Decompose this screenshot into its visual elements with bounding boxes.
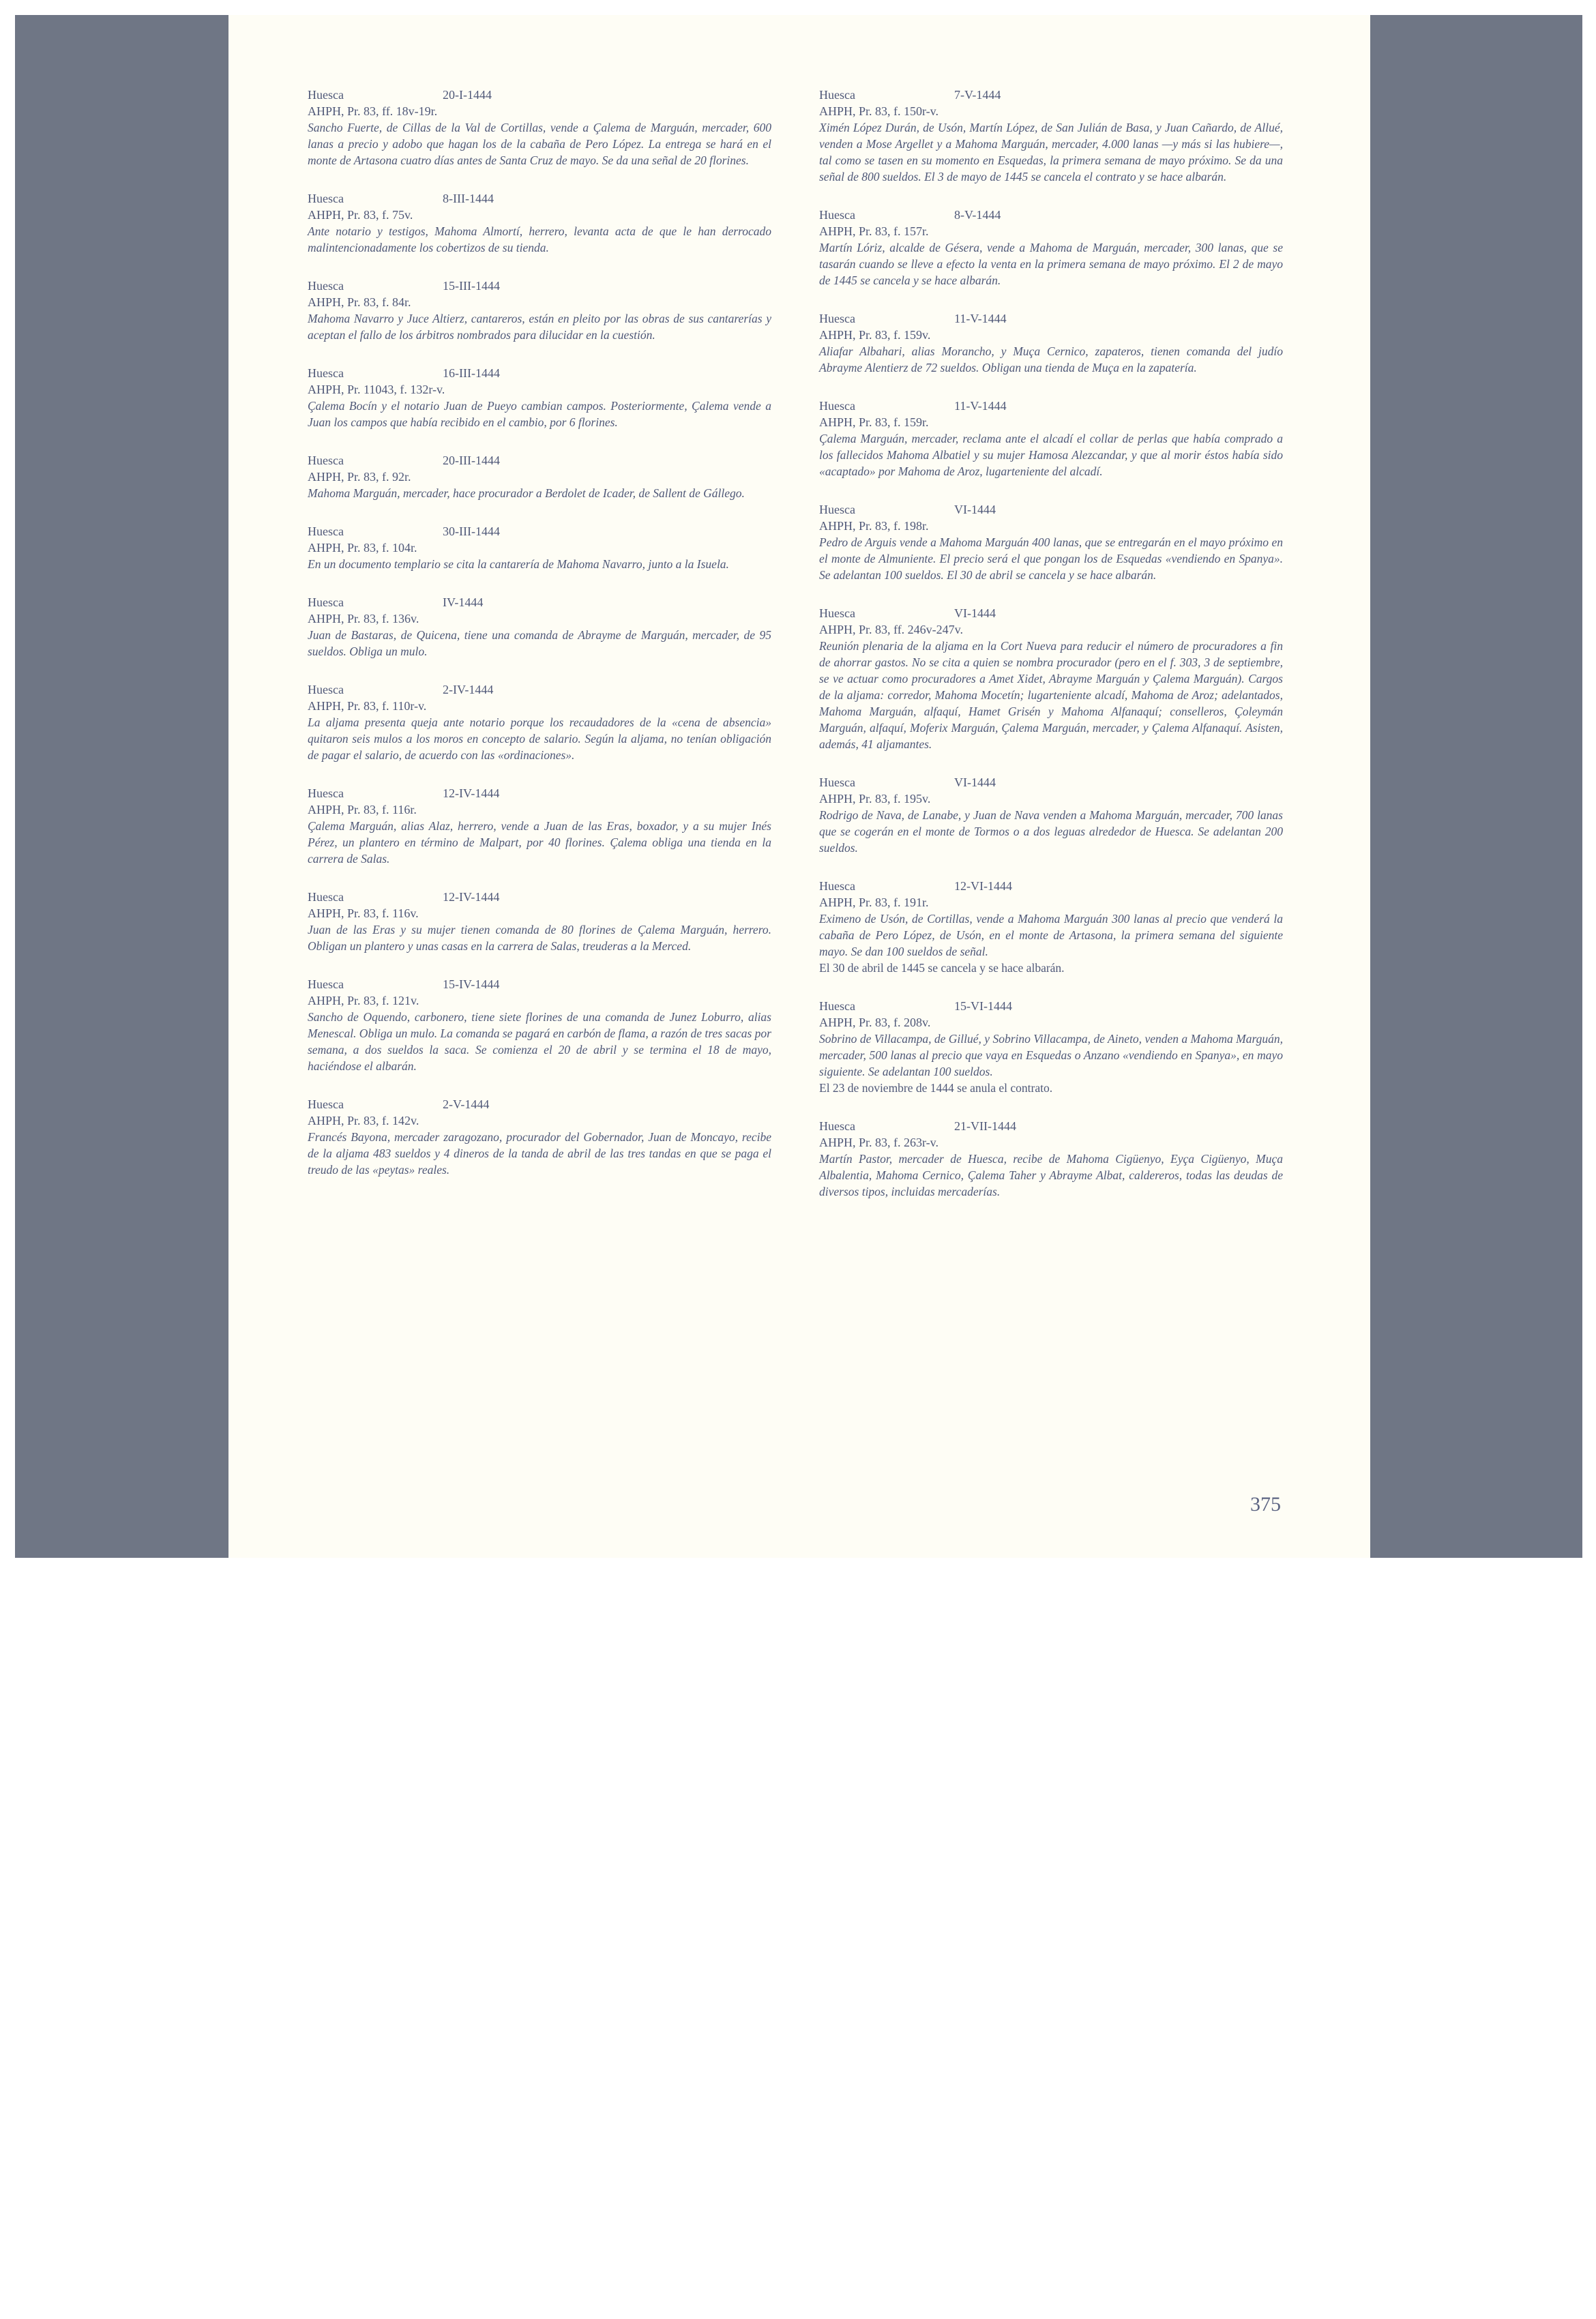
document-entry xyxy=(308,87,771,168)
entry-header xyxy=(819,605,1283,621)
entry-summary: Mahoma Navarro y Juce Altierz, cantareros, están en pleito por las obras de sus cantarerías y aceptan el fallo de los árbitros nombrados para dilucidar en la cuestión. xyxy=(308,312,771,342)
archive-reference: AHPH, Pr. 83, f. 208v. xyxy=(819,1016,931,1029)
entry-header xyxy=(308,365,771,381)
archive-reference: AHPH, Pr. 83, f. 159r. xyxy=(819,415,929,429)
entry-date: 30-III-1444 xyxy=(443,525,500,538)
entry-date: 8-III-1444 xyxy=(443,192,494,205)
entry-header xyxy=(819,310,1283,327)
entry-place: Huesca xyxy=(308,595,344,609)
entry-place: Huesca xyxy=(308,525,344,538)
archive-reference: AHPH, Pr. 83, f. 104r. xyxy=(308,541,417,555)
archive-reference: AHPH, Pr. 83, f. 198r. xyxy=(819,519,929,533)
entry-place: Huesca xyxy=(308,977,344,991)
entry-summary: Çalema Bocín y el notario Juan de Pueyo cambian campos. Posteriormente, Çalema vende a Juan los campos que había recibido en el cambio, por 6 florines. xyxy=(308,399,771,429)
entry-summary: Eximeno de Usón, de Cortillas, vende a Mahoma Marguán 300 lanas al precio que venderá la cabaña de Pero López, de Usón, en el monte de Artasona, la primera semana del siguiente mayo. Se dan 100 sueldos de señal. xyxy=(819,912,1283,958)
document-entry xyxy=(308,365,771,430)
entry-place: Huesca xyxy=(819,208,855,222)
document-entry xyxy=(308,278,771,343)
archive-reference: AHPH, Pr. 83, f. 150r-v. xyxy=(819,104,939,118)
document-entry xyxy=(819,501,1283,583)
entry-place: Huesca xyxy=(308,192,344,205)
entry-header xyxy=(819,878,1283,894)
entry-date: 11-V-1444 xyxy=(954,399,1007,413)
entry-date: 20-I-1444 xyxy=(443,88,492,102)
entry-place: Huesca xyxy=(308,1097,344,1111)
document-entry xyxy=(308,594,771,660)
entry-place: Huesca xyxy=(819,312,855,325)
archive-reference: AHPH, Pr. 83, f. 92r. xyxy=(308,470,411,484)
entry-summary: Pedro de Arguis vende a Mahoma Marguán 400 lanas, que se entregarán en el mayo próximo en el monte de Almuniente. El precio será el que pongan los de Esquedas «vendiendo en Spanya». Se adelantan 100 sueldos. El 30 de abril se cancela y se hace albarán. xyxy=(819,535,1283,582)
entry-summary: Aliafar Albahari, alias Morancho, y Muça Cernico, zapateros, tienen comanda del judío Abrayme Alentierz de 72 sueldos. Obligan una tienda de Muça en la zapatería. xyxy=(819,344,1283,374)
document-entry xyxy=(819,774,1283,856)
document-entry xyxy=(308,785,771,867)
entry-date: 12-IV-1444 xyxy=(443,890,500,904)
entry-date: 20-III-1444 xyxy=(443,454,500,467)
document-entry xyxy=(819,310,1283,376)
entry-date: 16-III-1444 xyxy=(443,366,500,380)
entry-summary: Sobrino de Villacampa, de Gillué, y Sobrino Villacampa, de Aineto, venden a Mahoma Marguán, mercader, 500 lanas al precio que vaya en Esquedas o Anzano «vendiendo en Spanya», en mayo siguiente. Se adelantan 100 sueldos. xyxy=(819,1032,1283,1078)
entry-summary: Juan de Bastaras, de Quicena, tiene una comanda de Abrayme de Marguán, mercader, de 95 sueldos. Obliga un mulo. xyxy=(308,628,771,658)
archive-reference: AHPH, Pr. 83, f. 136v. xyxy=(308,612,419,625)
entry-header xyxy=(308,452,771,469)
entry-place: Huesca xyxy=(819,399,855,413)
entry-date: 11-V-1444 xyxy=(954,312,1007,325)
entry-header xyxy=(308,785,771,801)
entry-summary: Martín Lóriz, alcalde de Gésera, vende a Mahoma de Marguán, mercader, 300 lanas, que se tasarán cuando se lleve a efecto la venta en la primera semana de mayo próximo. El 2 de mayo de 1445 se cancela y se hace albarán. xyxy=(819,241,1283,287)
archive-reference: AHPH, Pr. 83, f. 75v. xyxy=(308,208,413,222)
entry-header xyxy=(308,976,771,992)
entry-summary: Rodrigo de Nava, de Lanabe, y Juan de Nava venden a Mahoma Marguán, mercader, 700 lanas que se cogerán en el monte de Tormos o a dos leguas alrededor de Huesca. Se adelantan 200 sueldos. xyxy=(819,808,1283,855)
entry-summary: Juan de las Eras y su mujer tienen comanda de 80 florines de Çalema Marguán, herrero. Obligan un plantero y unas casas en la carrera de Salas, treuderas a la Merced. xyxy=(308,923,771,953)
entry-place: Huesca xyxy=(308,683,344,696)
archive-reference: AHPH, Pr. 83, f. 110r-v. xyxy=(308,699,427,713)
document-page xyxy=(228,15,1370,1558)
entry-place: Huesca xyxy=(819,879,855,893)
entry-header xyxy=(819,207,1283,223)
document-entry xyxy=(308,190,771,256)
entry-date: 12-IV-1444 xyxy=(443,786,500,800)
entry-place: Huesca xyxy=(308,88,344,102)
entry-summary: Sancho de Oquendo, carbonero, tiene siete florines de una comanda de Junez Loburro, alias Menescal. Obliga un mulo. La comanda se pagará en carbón de flama, a razón de tres sacas por semana, a dos sueldos la saca. Se comienza el 20 de abril y se termina el 18 de mayo, haciéndose el albarán. xyxy=(308,1010,771,1073)
entry-summary: Ximén López Durán, de Usón, Martín López, de San Julián de Basa, y Juan Cañardo, de Allué, venden a Mose Argellet y a Mahoma Marguán, mercader, 4.000 lanas —y más si las hubiere—, tal como se tasen en su momento en Esquedas, la primera semana de mayo próximo. Se da una señal de 800 sueldos. El 3 de mayo de 1445 se cancela el contrato y se hace albarán. xyxy=(819,121,1283,183)
entry-summary: Sancho Fuerte, de Cillas de la Val de Cortillas, vende a Çalema de Marguán, mercader, 600 lanas a precio y adobo que hagan los de la cabaña de Pero López. La entrega se hará en el monte de Artasona cuatro días antes de Santa Cruz de mayo. Se da una señal de 20 florines. xyxy=(308,121,771,167)
entry-date: 21-VII-1444 xyxy=(954,1119,1016,1133)
entry-date: 15-III-1444 xyxy=(443,279,500,293)
document-entry xyxy=(308,889,771,954)
document-entry xyxy=(819,1118,1283,1200)
entry-place: Huesca xyxy=(308,279,344,293)
entry-date: 15-IV-1444 xyxy=(443,977,500,991)
archive-reference: AHPH, Pr. 83, f. 157r. xyxy=(819,224,929,238)
entry-header xyxy=(819,774,1283,791)
entry-summary: Mahoma Marguán, mercader, hace procurador a Berdolet de Icader, de Sallent de Gállego. xyxy=(308,486,745,500)
entry-note: El 23 de noviembre de 1444 se anula el contrato. xyxy=(819,1081,1053,1095)
right-column xyxy=(819,87,1283,1222)
entry-place: Huesca xyxy=(819,606,855,620)
entry-date: VI-1444 xyxy=(954,503,996,516)
page-number: 375 xyxy=(1250,1493,1281,1516)
entry-place: Huesca xyxy=(819,999,855,1013)
entry-date: VI-1444 xyxy=(954,776,996,789)
entry-header xyxy=(819,998,1283,1014)
document-entry xyxy=(819,398,1283,479)
document-entry xyxy=(308,523,771,572)
entry-date: VI-1444 xyxy=(954,606,996,620)
archive-reference: AHPH, Pr. 83, f. 116v. xyxy=(308,906,419,920)
entry-header xyxy=(308,681,771,698)
left-column xyxy=(308,87,771,1200)
entry-date: 12-VI-1444 xyxy=(954,879,1012,893)
entry-header xyxy=(819,501,1283,518)
entry-summary: La aljama presenta queja ante notario porque los recaudadores de la «cena de absencia» quitaron seis mulos a los moros en concepto de salario. Según la aljama, no tenían obligación de pagar el salario, de acuerdo con las «ordinaciones». xyxy=(308,715,771,762)
document-entry xyxy=(308,452,771,501)
entry-summary: Çalema Marguán, alias Alaz, herrero, vende a Juan de las Eras, boxador, y a su mujer Inés Pérez, un plantero en término de Malpart, por 40 florines. Çalema obliga una tienda en la carrera de Salas. xyxy=(308,819,771,866)
entry-date: 2-V-1444 xyxy=(443,1097,490,1111)
archive-reference: AHPH, Pr. 11043, f. 132r-v. xyxy=(308,383,445,396)
entry-header xyxy=(819,1118,1283,1134)
entry-summary: Çalema Marguán, mercader, reclama ante el alcadí el collar de perlas que había comprado a los fallecidos Mahoma Albatiel y su mujer Hamosa Alezcandar, y que al morir éstos había sido «acaptado» por Mahoma de Aroz, lugarteniente del alcadí. xyxy=(819,432,1283,478)
entry-header xyxy=(308,523,771,540)
entry-place: Huesca xyxy=(819,88,855,102)
entry-summary: Ante notario y testigos, Mahoma Almortí, herrero, levanta acta de que le han derrocado malintencionadamente los cobertizos de su tienda. xyxy=(308,224,771,254)
archive-reference: AHPH, Pr. 83, ff. 246v-247v. xyxy=(819,623,964,636)
archive-reference: AHPH, Pr. 83, f. 84r. xyxy=(308,295,411,309)
entry-date: 15-VI-1444 xyxy=(954,999,1012,1013)
entry-place: Huesca xyxy=(819,503,855,516)
entry-header xyxy=(308,594,771,610)
entry-header xyxy=(308,278,771,294)
archive-reference: AHPH, Pr. 83, f. 121v. xyxy=(308,994,419,1007)
document-entry xyxy=(819,878,1283,976)
entry-place: Huesca xyxy=(308,890,344,904)
document-entry xyxy=(308,1096,771,1178)
document-entry xyxy=(819,605,1283,752)
archive-reference: AHPH, Pr. 83, f. 159v. xyxy=(819,328,931,342)
entry-place: Huesca xyxy=(308,454,344,467)
entry-summary: En un documento templario se cita la cantarería de Mahoma Navarro, junto a la Isuela. xyxy=(308,557,729,571)
document-entry xyxy=(819,87,1283,185)
entry-date: IV-1444 xyxy=(443,595,484,609)
document-entry xyxy=(819,207,1283,289)
entry-date: 7-V-1444 xyxy=(954,88,1001,102)
entry-place: Huesca xyxy=(308,366,344,380)
entry-header xyxy=(819,398,1283,414)
entry-place: Huesca xyxy=(308,786,344,800)
entry-header xyxy=(819,87,1283,103)
archive-reference: AHPH, Pr. 83, f. 142v. xyxy=(308,1114,419,1127)
entry-header xyxy=(308,87,771,103)
entry-place: Huesca xyxy=(819,776,855,789)
entry-header xyxy=(308,1096,771,1112)
entry-header xyxy=(308,190,771,207)
entry-header xyxy=(308,889,771,905)
archive-reference: AHPH, Pr. 83, f. 195v. xyxy=(819,792,931,806)
entry-date: 2-IV-1444 xyxy=(443,683,494,696)
entry-place: Huesca xyxy=(819,1119,855,1133)
entry-date: 8-V-1444 xyxy=(954,208,1001,222)
archive-reference: AHPH, Pr. 83, f. 263r-v. xyxy=(819,1136,939,1149)
document-entry xyxy=(819,998,1283,1096)
document-entry xyxy=(308,681,771,763)
entry-note: El 30 de abril de 1445 se cancela y se hace albarán. xyxy=(819,961,1065,975)
document-entry xyxy=(308,976,771,1074)
entry-summary: Martín Pastor, mercader de Huesca, recibe de Mahoma Cigüenyo, Eyça Cigüenyo, Muça Albalentia, Mahoma Cernico, Çalema Taher y Abrayme Albat, caldereros, todas las deudas de diversos tipos, incluidas mercaderías. xyxy=(819,1152,1283,1198)
entry-summary: Francés Bayona, mercader zaragozano, procurador del Gobernador, Juan de Moncayo, recibe de la aljama 483 sueldos y 4 dineros de la tanda de abril de las tres tandas en que se paga el treudo de las «peytas» reales. xyxy=(308,1130,771,1177)
archive-reference: AHPH, Pr. 83, ff. 18v-19r. xyxy=(308,104,438,118)
archive-reference: AHPH, Pr. 83, f. 116r. xyxy=(308,803,417,816)
archive-reference: AHPH, Pr. 83, f. 191r. xyxy=(819,896,929,909)
entry-summary: Reunión plenaria de la aljama en la Cort Nueva para reducir el número de procuradores a fin de ahorrar gastos. No se cita a quien se nombra procurador (pero en el f. 303, 3 de septiembre, se ve actuar como procuradores a Amet Xidet, Abrayme Marguán y Çalema Marguán). Cargos de la aljama: corredor, Mahoma Mocetín; lugarteniente alcadí, Mahoma de Aroz; adelantados, Mahoma Marguán, alfaquí, Hamet Grisén y Mahoma Alfanaquí; conselleros, Çoleymán Marguán, alfaquí, Moferix Marguán, Çalema Marguán, mercader, y Çalema Alfanaquí. Asisten, además, 41 aljamantes. xyxy=(819,639,1283,751)
